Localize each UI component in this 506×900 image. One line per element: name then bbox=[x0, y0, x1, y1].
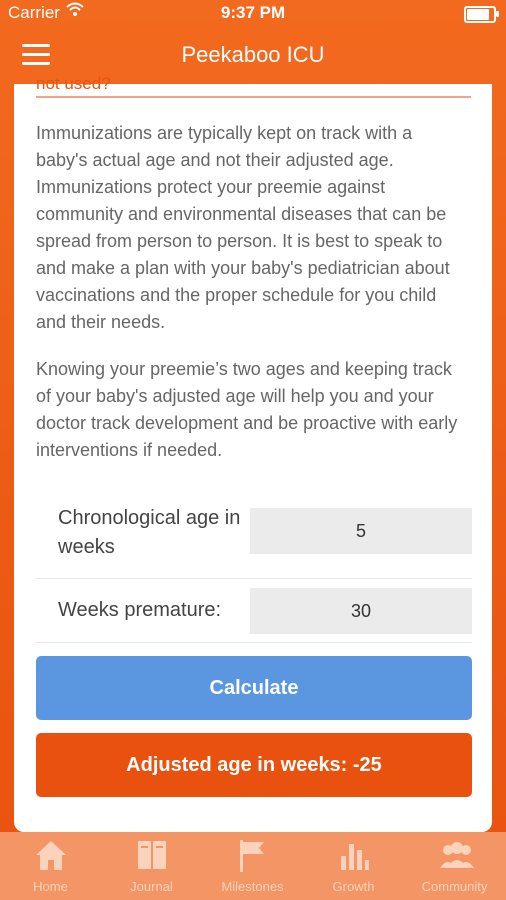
status-bar bbox=[0, 0, 506, 26]
tab-label: Community bbox=[421, 879, 488, 894]
battery-icon bbox=[464, 6, 496, 23]
tab-community[interactable] bbox=[404, 832, 505, 900]
tab-label: Growth bbox=[332, 879, 375, 894]
tab-milestones[interactable] bbox=[202, 832, 303, 900]
tab-journal[interactable] bbox=[101, 832, 202, 900]
status-time: 9:37 PM bbox=[220, 3, 286, 22]
people-icon bbox=[438, 838, 476, 872]
weeks-premature-label: Weeks premature: bbox=[58, 599, 222, 621]
home-icon bbox=[34, 838, 68, 872]
calculate-button[interactable]: Calculate bbox=[36, 656, 472, 720]
chronological-age-label: Chronological age in weeks bbox=[58, 507, 241, 558]
bar-chart-icon bbox=[337, 838, 371, 872]
weeks-premature-input[interactable] bbox=[250, 588, 472, 634]
adjusted-age-paragraph: Knowing your preemie’s two ages and keeping track of your baby's adjusted age will help you and your doctor track development and be proactive with early interventions if needed. bbox=[36, 359, 458, 460]
tab-label: Journal bbox=[130, 879, 173, 894]
tab-home[interactable] bbox=[0, 832, 101, 900]
chronological-age-row bbox=[36, 498, 472, 579]
adjusted-age-result[interactable]: Adjusted age in weeks: -25 bbox=[36, 733, 472, 797]
weeks-premature-row bbox=[36, 578, 472, 643]
tab-label: Home bbox=[33, 879, 68, 894]
section-heading: not used? bbox=[36, 74, 471, 98]
content-card bbox=[14, 74, 492, 832]
tab-growth[interactable] bbox=[303, 832, 404, 900]
flag-icon bbox=[236, 838, 270, 872]
carrier-label: Carrier bbox=[8, 3, 60, 22]
journal-icon bbox=[135, 838, 169, 872]
tab-bar bbox=[0, 832, 506, 900]
immunization-paragraph: Immunizations are typically kept on track with a baby's actual age and not their adjusted age. Immunizations protect your preemie against community and environmental diseases that can be spread from person to person. It is best to speak to and make a plan with your baby's pediatrician about vaccinations and the proper schedule for you child and their needs. bbox=[36, 123, 450, 332]
tab-label: Milestones bbox=[221, 879, 284, 894]
chronological-age-input[interactable] bbox=[250, 508, 472, 554]
page-title: Peekaboo ICU bbox=[181, 42, 325, 67]
